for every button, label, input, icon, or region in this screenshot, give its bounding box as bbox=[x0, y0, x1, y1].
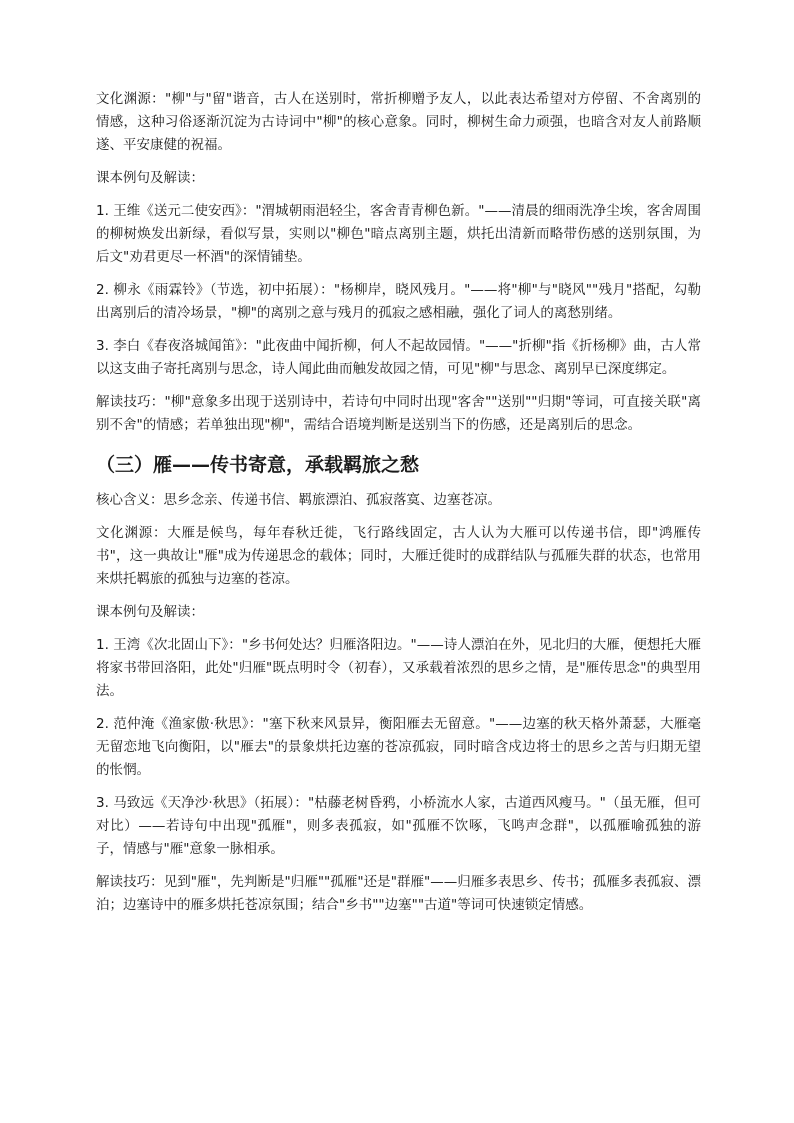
yan-section-heading: （三）雁——传书寄意，承载羁旅之愁 bbox=[96, 454, 420, 476]
yan-tip-paragraph: 解读技巧：见到"雁"，先判断是"归雁""孤雁"还是"群雁"——归雁多表思乡、传书；孤雁多表孤寂、漂泊；边塞诗中的雁多烘托苍凉氛围；结合"乡书""边塞""古道"等词可快速锁定情感。 bbox=[96, 874, 701, 913]
liu-tip-paragraph: 解读技巧："柳"意象多出现于送别诗中，若诗句中同时出现"客舍""送别""归期"等词，可直接关联"离别不舍"的情感；若单独出现"柳"，需结合语境判断是送别当下的伤感，还是离别后的思念。 bbox=[96, 394, 701, 433]
yan-example-2: 2. 范仲淹《渔家傲·秋思》："塞下秋来风景异，衡阳雁去无留意。"——边塞的秋天格外萧瑟，大雁毫无留恋地飞向衡阳，以"雁去"的景象烘托边塞的苍凉孤寂，同时暗含戍边将士的思乡之苦与归期无望的怅惘。 bbox=[96, 716, 701, 778]
liu-example-2: 2. 柳永《雨霖铃》（节选，初中拓展）："杨柳岸，晓风残月。"——将"柳"与"晓风""残月"搭配，勾勒出离别后的清冷场景，"柳"的离别之意与残月的孤寂之感相融，强化了词人的离愁别绪。 bbox=[96, 282, 701, 321]
liu-examples-heading: 课本例句及解读： bbox=[96, 170, 204, 186]
document-body bbox=[96, 88, 701, 927]
yan-example-3: 3. 马致远《天净沙·秋思》（拓展）："枯藤老树昏鸦，小桥流水人家，古道西风瘦马。"（虽无雁，但可对比）——若诗句中出现"孤雁"，则多表孤寂，如"孤雁不饮啄，飞鸣声念群"，以孤雁喻孤独的游子，情感与"雁"意象一脉相承。 bbox=[96, 795, 701, 857]
yan-origin-paragraph: 文化渊源：大雁是候鸟，每年春秋迁徙，飞行路线固定，古人认为大雁可以传递书信，即"鸿雁传书"，这一典故让"雁"成为传递思念的载体；同时，大雁迁徙时的成群结队与孤雁失群的状态，也常用来烘托羁旅的孤独与边塞的苍凉。 bbox=[96, 525, 701, 587]
liu-example-1: 1. 王维《送元二使安西》："渭城朝雨浥轻尘，客舍青青柳色新。"——清晨的细雨洗净尘埃，客舍周围的柳树焕发出新绿，看似写景，实则以"柳色"暗点离别主题，烘托出清新而略带伤感的送别氛围，为后文"劝君更尽一杯酒"的深情铺垫。 bbox=[96, 203, 701, 265]
yan-example-1: 1. 王湾《次北固山下》："乡书何处达？归雁洛阳边。"——诗人漂泊在外，见北归的大雁，便想托大雁将家书带回洛阳，此处"归雁"既点明时令（初春），又承载着浓烈的思乡之情，是"雁传思念"的典型用法。 bbox=[96, 637, 701, 699]
liu-origin-paragraph: 文化渊源："柳"与"留"谐音，古人在送别时，常折柳赠予友人，以此表达希望对方停留、不舍离别的情感，这种习俗逐渐沉淀为古诗词中"柳"的核心意象。同时，柳树生命力顽强，也暗含对友人前路顺遂、平安康健的祝福。 bbox=[96, 91, 701, 153]
yan-examples-heading: 课本例句及解读： bbox=[96, 604, 204, 620]
liu-example-3: 3. 李白《春夜洛城闻笛》："此夜曲中闻折柳，何人不起故园情。"——"折柳"指《折杨柳》曲，古人常以这支曲子寄托离别与思念，诗人闻此曲而触发故园之情，可见"柳"与思念、离别早已深度绑定。 bbox=[96, 338, 701, 377]
yan-core-meaning: 核心含义：思乡念亲、传递书信、羁旅漂泊、孤寂落寞、边塞苍凉。 bbox=[96, 492, 501, 508]
